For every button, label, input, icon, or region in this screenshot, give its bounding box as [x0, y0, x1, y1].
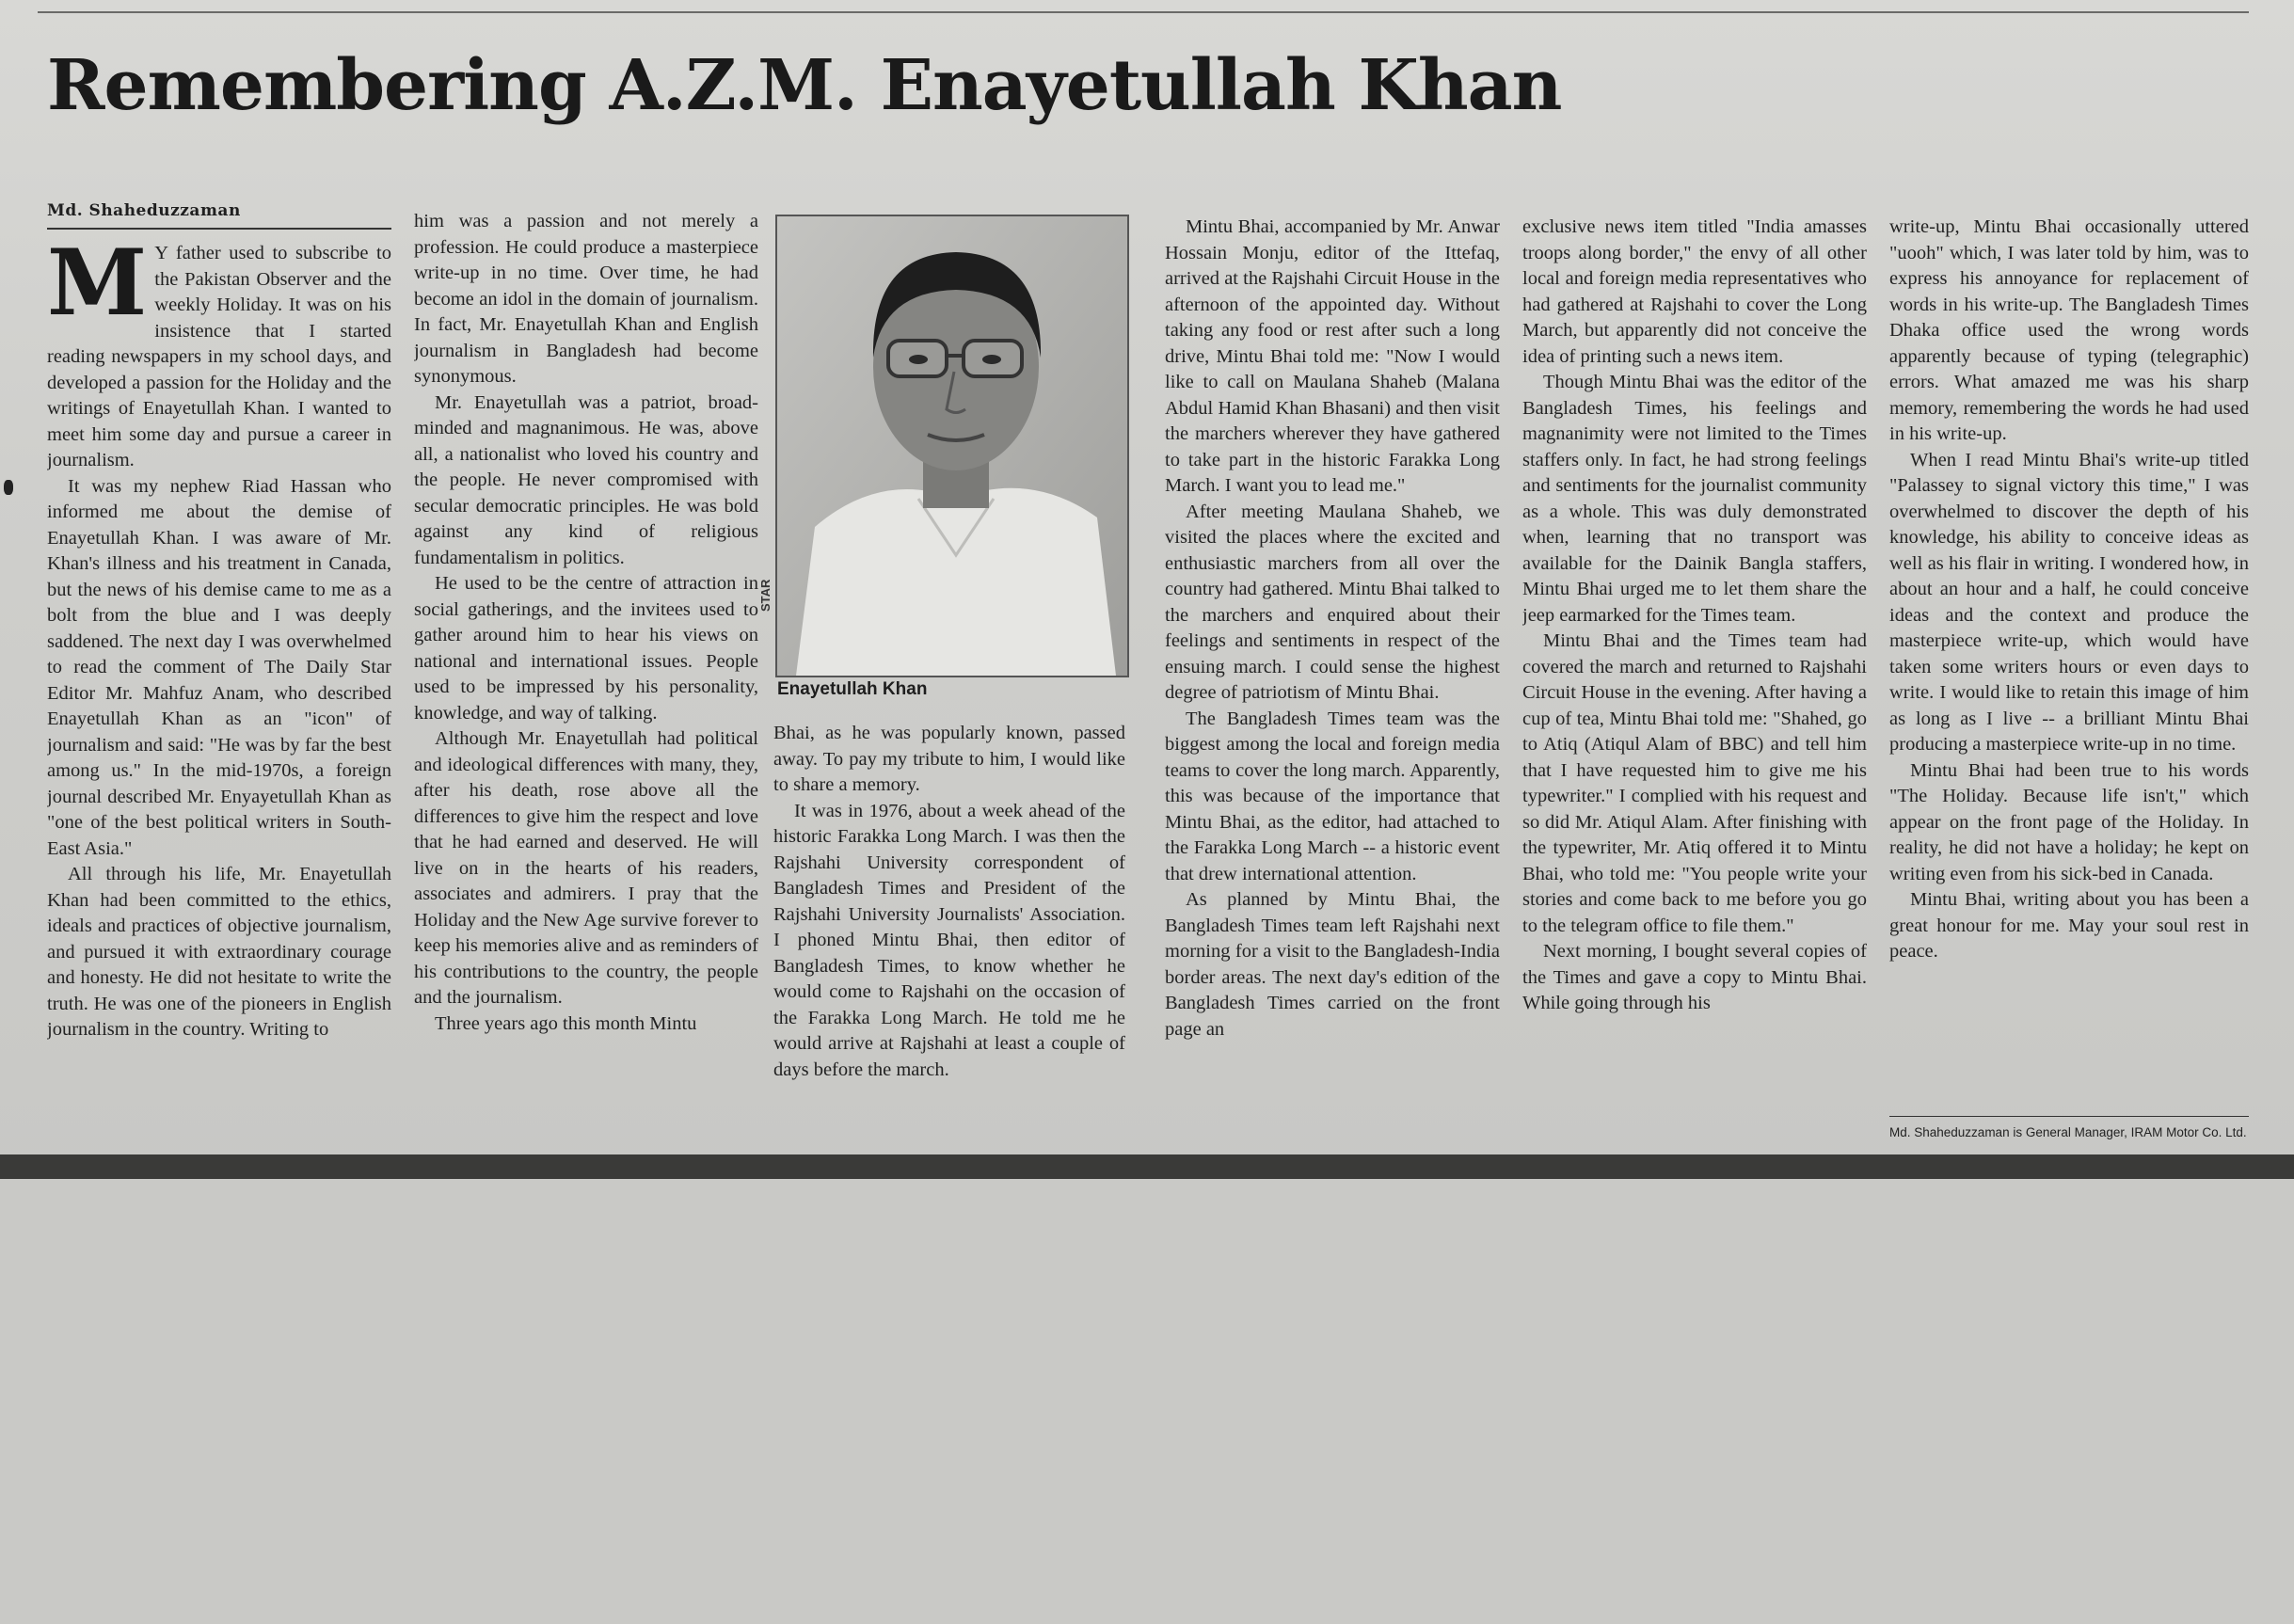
byline: Md. Shaheduzzaman	[47, 201, 391, 230]
paragraph: Mintu Bhai and the Times team had covered the march and returned to Rajshahi Circuit House in the evening. After having a cup of tea, Mintu Bhai told me: "Shahed, go to Atiq (Atiqul Alam of BBC) and tell him that I have requested him to give me his typewriter." I complied with his request and so did Mr. Atiqul Alam. After finishing with the typewriter, Mr. Atiq offered it to Mintu Bhai, who told me: "You people write your stories and come back to me before you go to the telegram office to file them."	[1522, 630, 1867, 936]
paragraph: It was in 1976, about a week ahead of the historic Farakka Long March. I was then the Rajshahi University correspondent of Bangladesh Times and President of the Rajshahi University Journalists' Association. I phoned Mintu Bhai, then editor of Bangladesh Times, to know whether he would come to Rajshahi on the occasion of the Farakka Long March. He told me he would arrive at Rajshahi at least a couple of days before the march.	[773, 800, 1125, 1080]
drop-cap: M	[47, 241, 148, 336]
paragraph: Mintu Bhai had been true to his words "The Holiday. Because life isn't," which appear on the front page of the Holiday. In reality, he did not have a holiday; he kept on writing even from his sick-bed in Canada.	[1889, 759, 2249, 884]
bottom-edge	[0, 1154, 2294, 1179]
portrait-photo	[775, 215, 1129, 677]
paragraph: All through his life, Mr. Enayetullah Khan had been committed to the ethics, ideals and practices of objective journalism, and pursued it with extraordinary courage and honesty. He did not hesitate to write the truth. He was one of the pioneers in English journalism in the country. Writing to	[47, 864, 391, 1040]
photo-credit: STAR	[758, 579, 773, 612]
paragraph: After meeting Maulana Shaheb, we visited the places where the excited and enthusiastic marchers from all over the country had gathered. Mintu Bhai talked to the marchers and enquired about their feelings and sentiments in respect of the ensuing march. I could sense the highest degree of patriotism of Mintu Bhai.	[1165, 501, 1500, 703]
column-1	[47, 241, 391, 1144]
column-2	[414, 209, 758, 1112]
paragraph: Next morning, I bought several copies of the Times and gave a copy to Mintu Bhai. While going through his	[1522, 941, 1867, 1013]
column-6	[1889, 215, 2249, 1099]
paragraph: Though Mintu Bhai was the editor of the Bangladesh Times, his feelings and magnanimity were not limited to the Times staffers only. In fact, he had strong feelings and sentiments for the journalist community as a whole. This was duly demonstrated when, learning that no transport was available for the Dainik Bangla staffers, Mintu Bhai urged me to let them share the jeep earmarked for the Times team.	[1522, 372, 1867, 626]
paragraph: He used to be the centre of attraction in social gatherings, and the invitees used to gather around him to hear his views on national and international issues. People used to be impressed by his personality, knowledge, and way of talking.	[414, 573, 758, 724]
paragraph: When I read Mintu Bhai's write-up titled "Palassey to signal victory this time," I was overwhelmed to discover the depth of his knowledge, his ability to conceive ideas as well as his flair in writing. I wondered how, in about an hour and a half, he could conceive ideas and the context and produce the masterpiece write-up, which would have taken some writers hours or even days to write. I would like to retain this image of him as long as I live -- a brilliant Mintu Bhai producing a masterpiece write-up in no time.	[1889, 449, 2249, 755]
headline: Remembering A.Z.M. Enayetullah Khan	[47, 45, 1562, 126]
paragraph: Mintu Bhai, writing about you has been a great honour for me. May your soul rest in peace.	[1889, 889, 2249, 962]
photo-caption: Enayetullah Khan	[777, 679, 928, 699]
paragraph: write-up, Mintu Bhai occasionally uttered "uooh" which, I was later told by him, was to express his annoyance for replacement of words in his write-up. The Bangladesh Times Dhaka office used the wrong words apparently because of typing (telegraphic) errors. What amazed me was his sharp memory, remembering the words he had used in his write-up.	[1889, 216, 2249, 444]
column-5	[1522, 215, 1867, 1118]
paragraph: Although Mr. Enayetullah had political and ideological differences with many, they, after his death, rose above all the differences to give him the respect and love that he had earned and deserved. He will live on in the hearts of his readers, associates and admirers. I pray that the Holiday and the New Age survive forever to keep his memories alive and as reminders of his contributions to the country, the people and the journalism.	[414, 728, 758, 1008]
paragraph: Mr. Enayetullah was a patriot, broad-minded and magnanimous. He was, above all, a nationalist who loved his country and the people. He never compromised with secular democratic principles. He was bold against any kind of religious fundamentalism in politics.	[414, 391, 758, 568]
paragraph: Three years ago this month Mintu	[435, 1012, 697, 1034]
paragraph: Bhai, as he was popularly known, passed away. To pay my tribute to him, I would like to share a memory.	[773, 723, 1125, 795]
column-4	[1165, 215, 1500, 1118]
top-rule	[38, 11, 2249, 13]
paragraph: The Bangladesh Times team was the biggest among the local and foreign media teams to cover the long march. Apparently, this was because of the importance that Mintu Bhai, as the editor, had attached to the Farakka Long March -- a historic event that drew international attention.	[1165, 708, 1500, 884]
author-note: Md. Shaheduzzaman is General Manager, IRAM Motor Co. Ltd.	[1889, 1116, 2249, 1141]
paragraph: him was a passion and not merely a profession. He could produce a masterpiece write-up in no time. Over time, he had become an idol in the domain of journalism. In fact, Mr. Enayetullah Khan and English journalism in Bangladesh had become synonymous.	[414, 211, 758, 387]
paragraph: Mintu Bhai, accompanied by Mr. Anwar Hossain Monju, editor of the Ittefaq, arrived at the Rajshahi Circuit House in the afternoon of the appointed day. Without taking any food or rest after such a long drive, Mintu Bhai told me: "Now I would like to call on Maulana Shaheb (Malana Abdul Hamid Khan Bhasani) and then visit the marchers wherever they have gathered to take part in the historic Farakka Long March. I want you to lead me."	[1165, 216, 1500, 496]
paragraph: M Y father used to subscribe to the Pakistan Observer and the weekly Holiday. It was on his insistence that I started reading newspapers in my school days, and developed a passion for the Holiday and the writings of Enayetullah Khan. I wanted to meet him some day and pursue a career in journalism.	[47, 241, 391, 470]
paragraph: As planned by Mintu Bhai, the Bangladesh Times team left Rajshahi next morning for a visit to the Bangladesh-India border areas. The next day's edition of the Bangladesh Times carried on the front page an	[1165, 889, 1500, 1040]
paragraph: exclusive news item titled "India amasses troops along border," the envy of all other local and foreign media representatives who had gathered at Rajshahi to cover the Long March, but apparently did not conceive the idea of printing such a news item.	[1522, 216, 1867, 367]
paragraph: It was my nephew Riad Hassan who informed me about the demise of Enayetullah Khan. I was aware of Mr. Khan's illness and his treatment in Canada, but the news of his demise came to me as a bolt from the blue and I was deeply saddened. The next day I was overwhelmed to read the comment of The Daily Star Editor Mr. Mahfuz Anam, who described Enayetullah Khan as an "icon" of journalism and said: "He was by far the best among us." In the mid-1970s, a foreign journal described Mr. Enyayetullah Khan as "one of the best political writers in South-East Asia."	[47, 475, 391, 859]
scan-mark	[4, 480, 13, 495]
portrait-illustration	[777, 216, 1127, 676]
